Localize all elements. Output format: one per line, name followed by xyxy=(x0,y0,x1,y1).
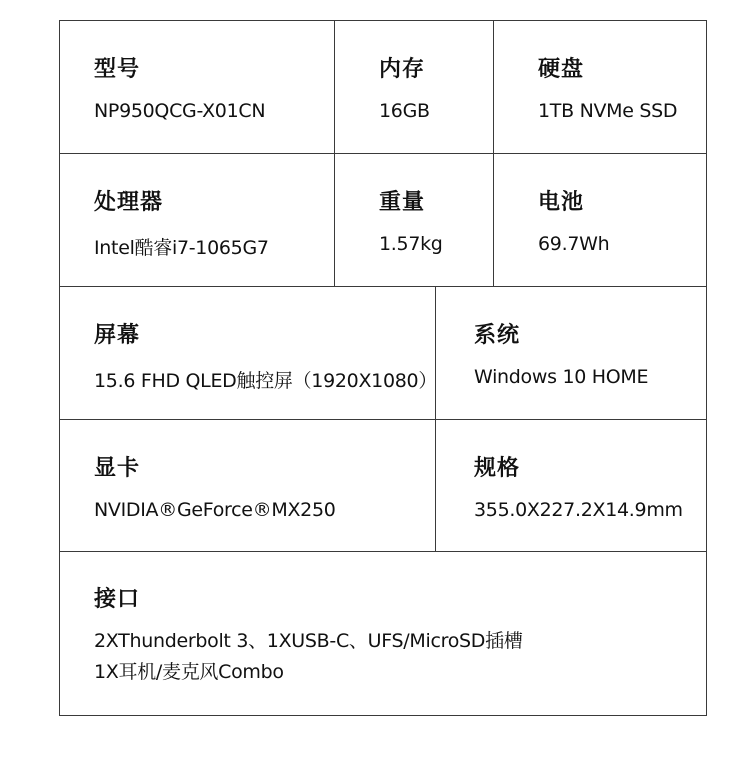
spec-table xyxy=(59,20,707,716)
spec-row-4 xyxy=(60,420,706,552)
spec-cell-screen xyxy=(60,287,436,419)
spec-cell-dimensions xyxy=(436,420,706,551)
dimensions-label: 规格 xyxy=(474,456,521,481)
spec-cell-os xyxy=(436,287,706,419)
storage-label: 硬盘 xyxy=(538,57,585,82)
spec-cell-battery xyxy=(494,154,706,286)
model-value: NP950QCG-X01CN xyxy=(94,100,266,122)
screen-label: 屏幕 xyxy=(94,323,141,348)
spec-row-2 xyxy=(60,154,706,287)
spec-row-3 xyxy=(60,287,706,420)
processor-value: Intel酷睿i7-1065G7 xyxy=(94,237,269,259)
ports-value xyxy=(94,626,523,688)
spec-row-5 xyxy=(60,552,706,716)
spec-row-1 xyxy=(60,21,706,154)
spec-cell-ports xyxy=(60,552,706,716)
memory-value: 16GB xyxy=(379,100,430,122)
dimensions-value: 355.0X227.2X14.9mm xyxy=(474,499,683,521)
os-label: 系统 xyxy=(474,323,521,348)
ports-line-2: 1X耳机/麦克风Combo xyxy=(94,661,284,683)
model-label: 型号 xyxy=(94,57,141,82)
battery-value: 69.7Wh xyxy=(538,233,610,255)
weight-value: 1.57kg xyxy=(379,233,443,255)
ports-line-1: 2XThunderbolt 3、1XUSB-C、UFS/MicroSD插槽 xyxy=(94,630,523,652)
spec-cell-weight xyxy=(335,154,494,286)
screen-value: 15.6 FHD QLED触控屏（1920X1080） xyxy=(94,370,438,392)
spec-cell-storage xyxy=(494,21,706,153)
weight-label: 重量 xyxy=(379,190,426,215)
os-value: Windows 10 HOME xyxy=(474,366,649,388)
spec-cell-processor xyxy=(60,154,335,286)
graphics-value: NVIDIA®GeForce®MX250 xyxy=(94,499,336,521)
spec-cell-graphics xyxy=(60,420,436,551)
battery-label: 电池 xyxy=(538,190,585,215)
processor-label: 处理器 xyxy=(94,190,164,215)
ports-label: 接口 xyxy=(94,587,141,612)
storage-value: 1TB NVMe SSD xyxy=(538,100,678,122)
spec-cell-model xyxy=(60,21,335,153)
memory-label: 内存 xyxy=(379,57,426,82)
graphics-label: 显卡 xyxy=(94,456,141,481)
spec-cell-memory xyxy=(335,21,494,153)
